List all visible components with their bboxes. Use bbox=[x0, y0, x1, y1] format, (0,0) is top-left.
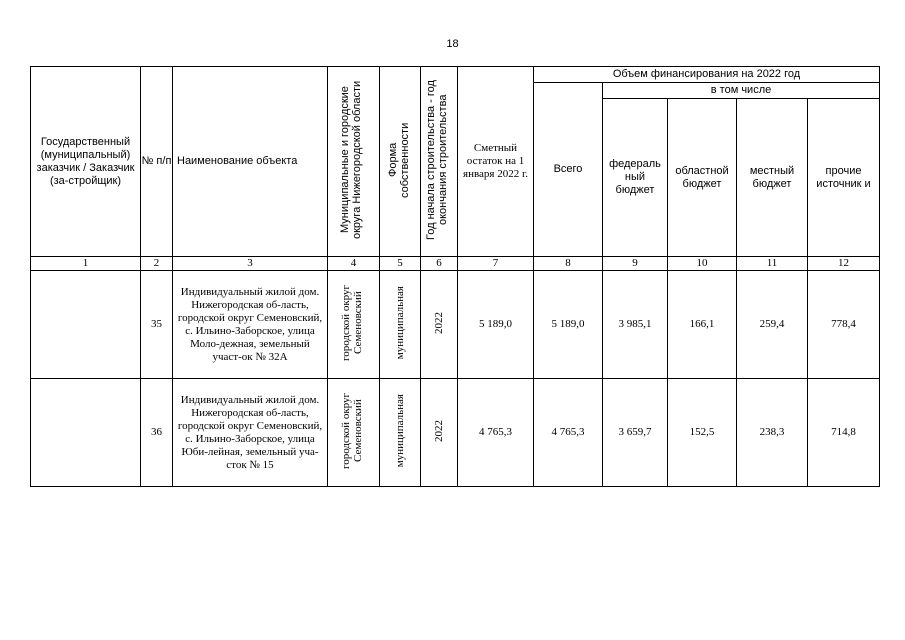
column-number: 11 bbox=[737, 257, 808, 271]
cell-object-name: Индивидуальный жилой дом. Нижегородская об-ласть, городской округ Семеновский, с. Ильино-Заборское, улица Моло-дежная, земельный участ-ок № 32А bbox=[173, 271, 328, 379]
cell-number: 35 bbox=[141, 271, 173, 379]
header-incl-group: в том числе bbox=[603, 83, 880, 99]
table-row bbox=[31, 271, 880, 379]
cell-local: 238,3 bbox=[737, 379, 808, 487]
header-other: прочие источник и bbox=[808, 99, 880, 257]
cell-number: 36 bbox=[141, 379, 173, 487]
cell-ownership: муниципальная bbox=[380, 379, 421, 487]
cell-remainder: 4 765,3 bbox=[458, 379, 534, 487]
cell-regional: 166,1 bbox=[668, 271, 737, 379]
column-number: 2 bbox=[141, 257, 173, 271]
cell-federal: 3 659,7 bbox=[603, 379, 668, 487]
cell-other: 714,8 bbox=[808, 379, 880, 487]
header-federal: федераль ный бюджет bbox=[603, 99, 668, 257]
header-local: местный бюджет bbox=[737, 99, 808, 257]
cell-other: 778,4 bbox=[808, 271, 880, 379]
financing-table bbox=[30, 66, 880, 487]
header-ownership: Форма собственности bbox=[380, 67, 421, 257]
column-number: 4 bbox=[328, 257, 380, 271]
cell-district: городской округ Семеновский bbox=[328, 379, 380, 487]
header-remainder: Сметный остаток на 1 января 2022 г. bbox=[458, 67, 534, 257]
cell-years: 2022 bbox=[421, 379, 458, 487]
column-number: 8 bbox=[534, 257, 603, 271]
cell-total: 4 765,3 bbox=[534, 379, 603, 487]
cell-ownership: муниципальная bbox=[380, 271, 421, 379]
column-number: 3 bbox=[173, 257, 328, 271]
table-row bbox=[31, 379, 880, 487]
header-total: Всего bbox=[534, 83, 603, 257]
header-customer: Государственный (муниципальный) заказчик / Заказчик (за-стройщик) bbox=[31, 67, 141, 257]
header-regional: областной бюджет bbox=[668, 99, 737, 257]
column-number: 10 bbox=[668, 257, 737, 271]
column-number: 12 bbox=[808, 257, 880, 271]
column-number: 6 bbox=[421, 257, 458, 271]
column-number: 1 bbox=[31, 257, 141, 271]
cell-object-name: Индивидуальный жилой дом. Нижегородская об-ласть, городской округ Семеновский, с. Ильино-Заборское, улица Юби-лейная, земельный уча-сток № 15 bbox=[173, 379, 328, 487]
column-number-row bbox=[31, 257, 880, 271]
header-number: № п/п bbox=[141, 67, 173, 257]
header-district: Муниципальные и городские округа Нижегородской области bbox=[328, 67, 380, 257]
cell-federal: 3 985,1 bbox=[603, 271, 668, 379]
column-number: 7 bbox=[458, 257, 534, 271]
page-number: 18 bbox=[446, 38, 459, 50]
cell-local: 259,4 bbox=[737, 271, 808, 379]
cell-customer bbox=[31, 271, 141, 379]
cell-district: городской округ Семеновский bbox=[328, 271, 380, 379]
cell-regional: 152,5 bbox=[668, 379, 737, 487]
header-funding-group: Объем финансирования на 2022 год bbox=[534, 67, 880, 83]
cell-customer bbox=[31, 379, 141, 487]
header-object-name: Наименование объекта bbox=[173, 67, 328, 257]
header-years: Год начала строительства - год окончания строительства bbox=[421, 67, 458, 257]
cell-remainder: 5 189,0 bbox=[458, 271, 534, 379]
column-number: 5 bbox=[380, 257, 421, 271]
cell-total: 5 189,0 bbox=[534, 271, 603, 379]
column-number: 9 bbox=[603, 257, 668, 271]
cell-years: 2022 bbox=[421, 271, 458, 379]
